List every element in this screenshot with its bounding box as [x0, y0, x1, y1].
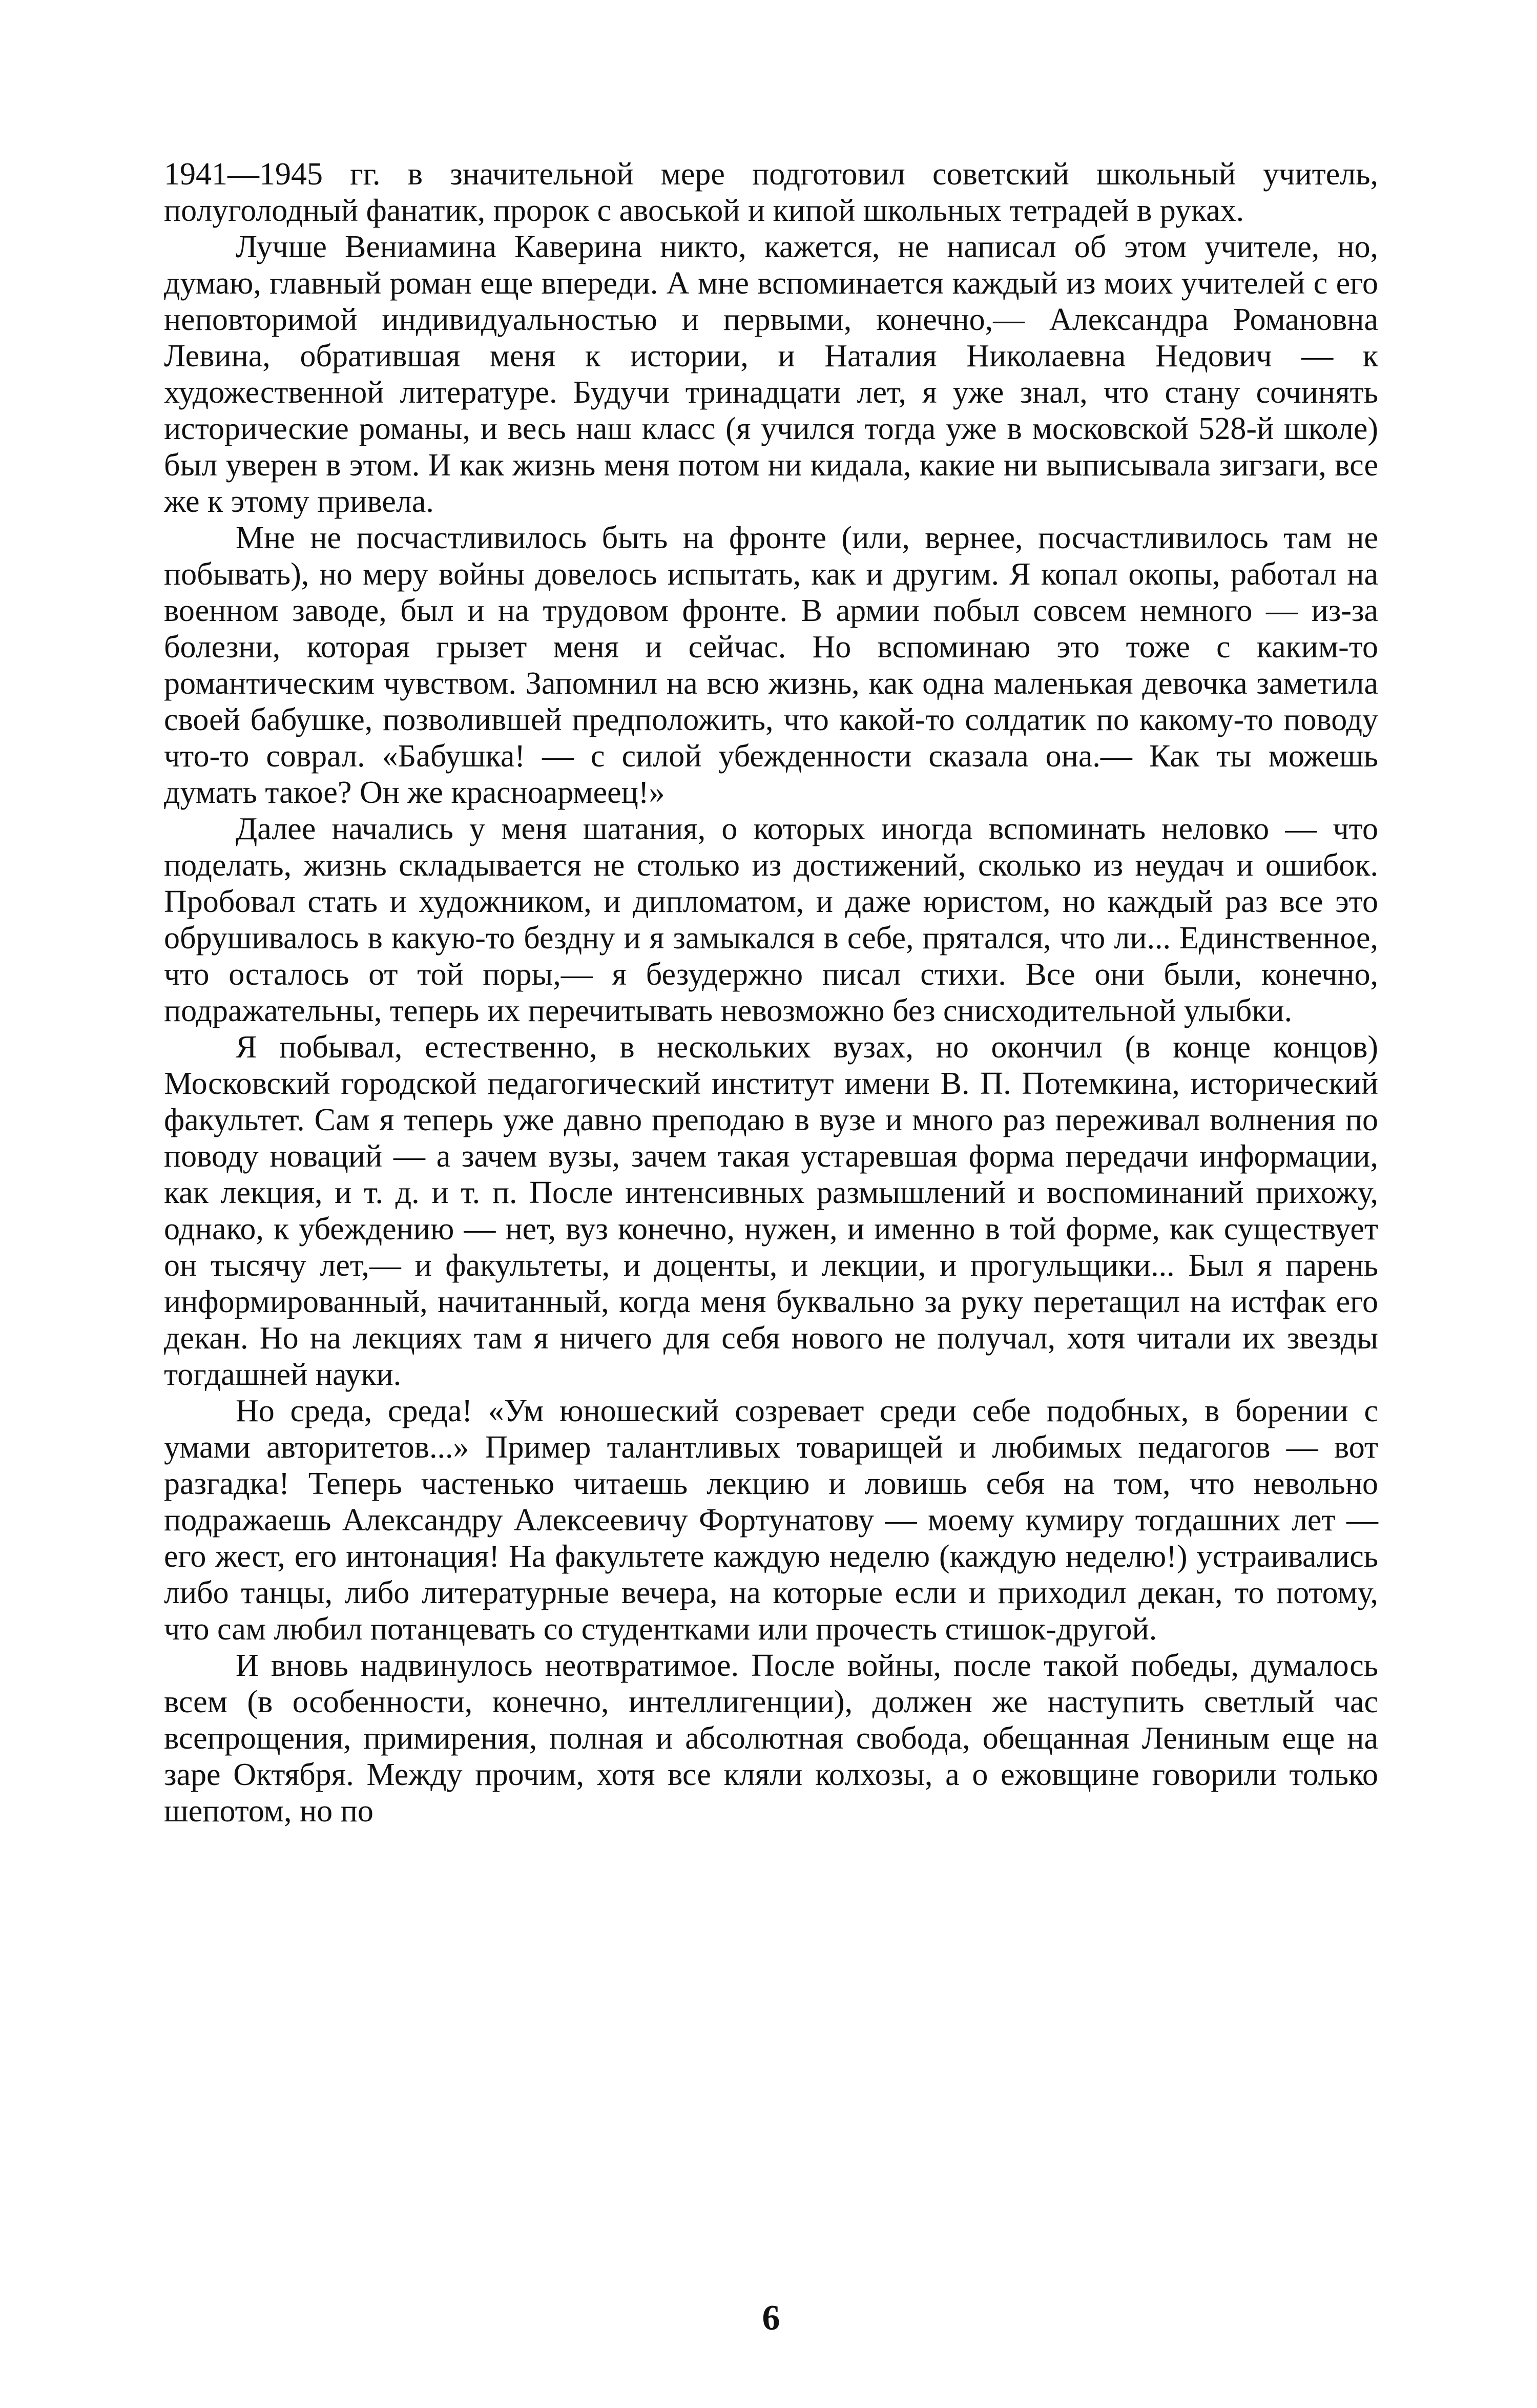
page-number: 6: [762, 2298, 780, 2338]
paragraph-6: Но среда, среда! «Ум юношеский созревает среди себе подобных, в борении с умами авторитетов...» Пример талантливых товарищей и любимых педагогов — вот разгадка! Теперь частенько читаешь лекцию и ловишь себя на том, что невольно подражаешь Александру Алексеевичу Фортунатову — моему кумиру тогдашних лет — его жест, его интонация! На факультете каждую неделю (каждую неделю!) устраивались либо танцы, либо литературные вечера, на которые если и приходил декан, то потому, что сам любил потанцевать со студентками или прочесть стишок-другой.: [164, 1394, 1378, 1647]
paragraph-7: И вновь надвинулось неотвратимое. После войны, после такой победы, думалось всем (в особенности, конечно, интеллигенции), должен же наступить светлый час всепрощения, примирения, полная и абсолютная свобода, обещанная Лениным еще на заре Октября. Между прочим, хотя все кляли колхозы, а о ежовщине говорили только шепотом, но по: [164, 1648, 1378, 1829]
paragraph-2: Лучше Вениамина Каверина никто, кажется, не написал об этом учителе, но, думаю, главный роман еще впереди. А мне вспоминается каждый из моих учителей с его неповторимой индивидуальностью и первыми, конечно,— Александра Романовна Левина, обратившая меня к истории, и Наталия Николаевна Недович — к художественной литературе. Будучи тринадцати лет, я уже знал, что стану сочинять исторические романы, и весь наш класс (я учился тогда уже в московской 528-й школе) был уверен в этом. И как жизнь меня потом ни кидала, какие ни выписывала зигзаги, все же к этому привела.: [164, 230, 1378, 519]
book-page: [164, 156, 1378, 2338]
page-text: [164, 156, 1378, 1830]
paragraph-4: Далее начались у меня шатания, о которых иногда вспоминать неловко — что поделать, жизнь складывается не столько из достижений, сколько из неудач и ошибок. Пробовал стать и художником, и дипломатом, и даже юристом, но каждый раз все это обрушивалось в какую-то бездну и я замыкался в себе, прятался, что ли... Единственное, что осталось от той поры,— я безудержно писал стихи. Все они были, конечно, подражательны, теперь их перечитывать невозможно без снисходительной улыбки.: [164, 812, 1378, 1028]
paragraph-5: Я побывал, естественно, в нескольких вузах, но окончил (в конце концов) Московский городской педагогический институт имени В. П. Потемкина, исторический факультет. Сам я теперь уже давно преподаю в вузе и много раз переживал волнения по поводу новаций — а зачем вузы, зачем такая устаревшая форма передачи информации, как лекция, и т. д. и т. п. После интенсивных размышлений и воспоминаний прихожу, однако, к убеждению — нет, вуз конечно, нужен, и именно в той форме, как существует он тысячу лет,— и факультеты, и доценты, и лекции, и прогульщики... Был я парень информированный, начитанный, когда меня буквально за руку перетащил на истфак его декан. Но на лекциях там я ничего для себя нового не получал, хотя читали их звезды тогдашней науки.: [164, 1030, 1378, 1392]
paragraph-1: 1941—1945 гг. в значительной мере подготовил советский школьный учитель, полуголодный фанатик, пророк с авоськой и кипой школьных тетрадей в руках.: [164, 157, 1378, 228]
paragraph-3: Мне не посчастливилось быть на фронте (или, вернее, посчастливилось там не побывать), но меру войны довелось испытать, как и другим. Я копал окопы, работал на военном заводе, был и на трудовом фронте. В армии побыл совсем немного — из-за болезни, которая грызет меня и сейчас. Но вспоминаю это тоже с каким-то романтическим чувством. Запомнил на всю жизнь, как одна маленькая девочка заметила своей бабушке, позволившей предположить, что какой-то солдатик по какому-то поводу что-то соврал. «Бабушка! — с силой убежденности сказала она.— Как ты можешь думать такое? Он же красноармеец!»: [164, 521, 1378, 810]
